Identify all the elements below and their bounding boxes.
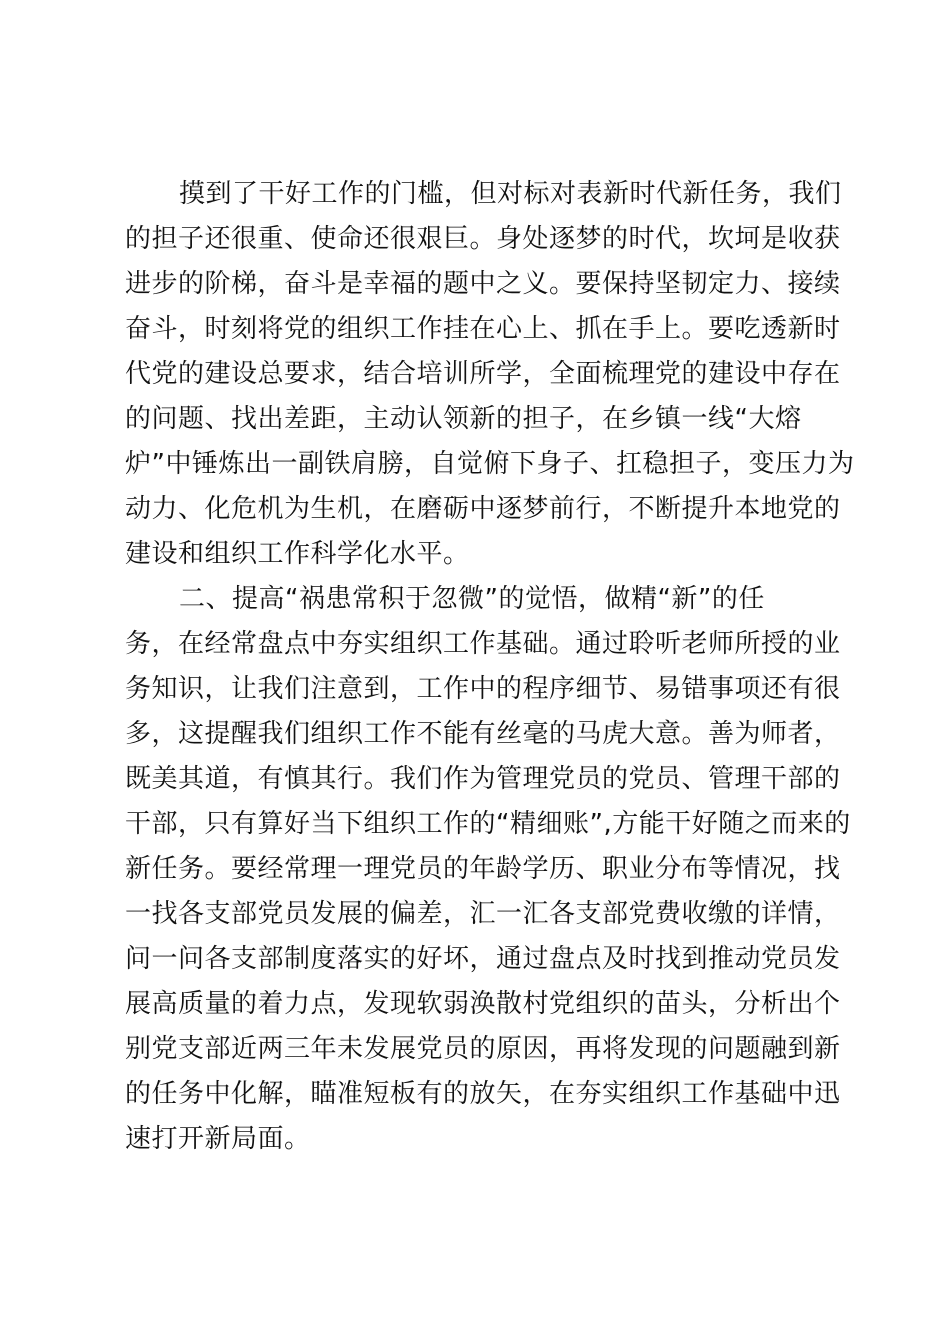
paragraph-line: 炉”中锤炼出一副铁肩膀，自觉俯下身子、扛稳担子，变压力为	[125, 449, 855, 479]
paragraph-line: 多，这提醒我们组织工作不能有丝毫的马虎大意。善为师者，	[125, 719, 841, 749]
paragraph-line: 问一问各支部制度落实的好坏，通过盘点及时找到推动党员发	[125, 944, 841, 974]
paragraph-line: 既美其道，有慎其行。我们作为管理党员的党员、管理干部的	[125, 764, 841, 794]
section-heading-line: 二、提高“祸患常积于忽微”的觉悟，做精“新”的任	[179, 584, 765, 614]
paragraph-line: 代党的建设总要求，结合培训所学，全面梳理党的建设中存在	[125, 359, 841, 389]
paragraph-line: 建设和组织工作科学化水平。	[125, 539, 470, 569]
paragraph-line: 的问题、找出差距，主动认领新的担子，在乡镇一线“大熔	[125, 404, 802, 434]
paragraph-line: 的担子还很重、使命还很艰巨。身处逐梦的时代，坎坷是收获	[125, 224, 841, 254]
body-text	[125, 172, 855, 1162]
paragraph-line: 务，在经常盘点中夯实组织工作基础。通过聆听老师所授的业	[125, 629, 841, 659]
paragraph-line: 奋斗，时刻将党的组织工作挂在心上、抓在手上。要吃透新时	[125, 314, 841, 344]
paragraph-line: 一找各支部党员发展的偏差，汇一汇各支部党费收缴的详情，	[125, 899, 841, 929]
paragraph-line: 展高质量的着力点，发现软弱涣散村党组织的苗头，分析出个	[125, 989, 841, 1019]
paragraph-line: 进步的阶梯，奋斗是幸福的题中之义。要保持坚韧定力、接续	[125, 269, 841, 299]
paragraph-line: 务知识，让我们注意到，工作中的程序细节、易错事项还有很	[125, 674, 841, 704]
paragraph-line: 动力、化危机为生机，在磨砺中逐梦前行，不断提升本地党的	[125, 494, 841, 524]
paragraph-line: 摸到了干好工作的门槛，但对标对表新时代新任务，我们	[179, 179, 842, 209]
paragraph-line: 新任务。要经常理一理党员的年龄学历、职业分布等情况，找	[125, 854, 841, 884]
paragraph-line: 别党支部近两三年未发展党员的原因，再将发现的问题融到新	[125, 1034, 841, 1064]
paragraph-line: 速打开新局面。	[125, 1124, 311, 1154]
paragraph-line: 干部，只有算好当下组织工作的“精细账”,方能干好随之而来的	[125, 809, 851, 839]
paragraph-line: 的任务中化解，瞄准短板有的放矢，在夯实组织工作基础中迅	[125, 1079, 841, 1109]
